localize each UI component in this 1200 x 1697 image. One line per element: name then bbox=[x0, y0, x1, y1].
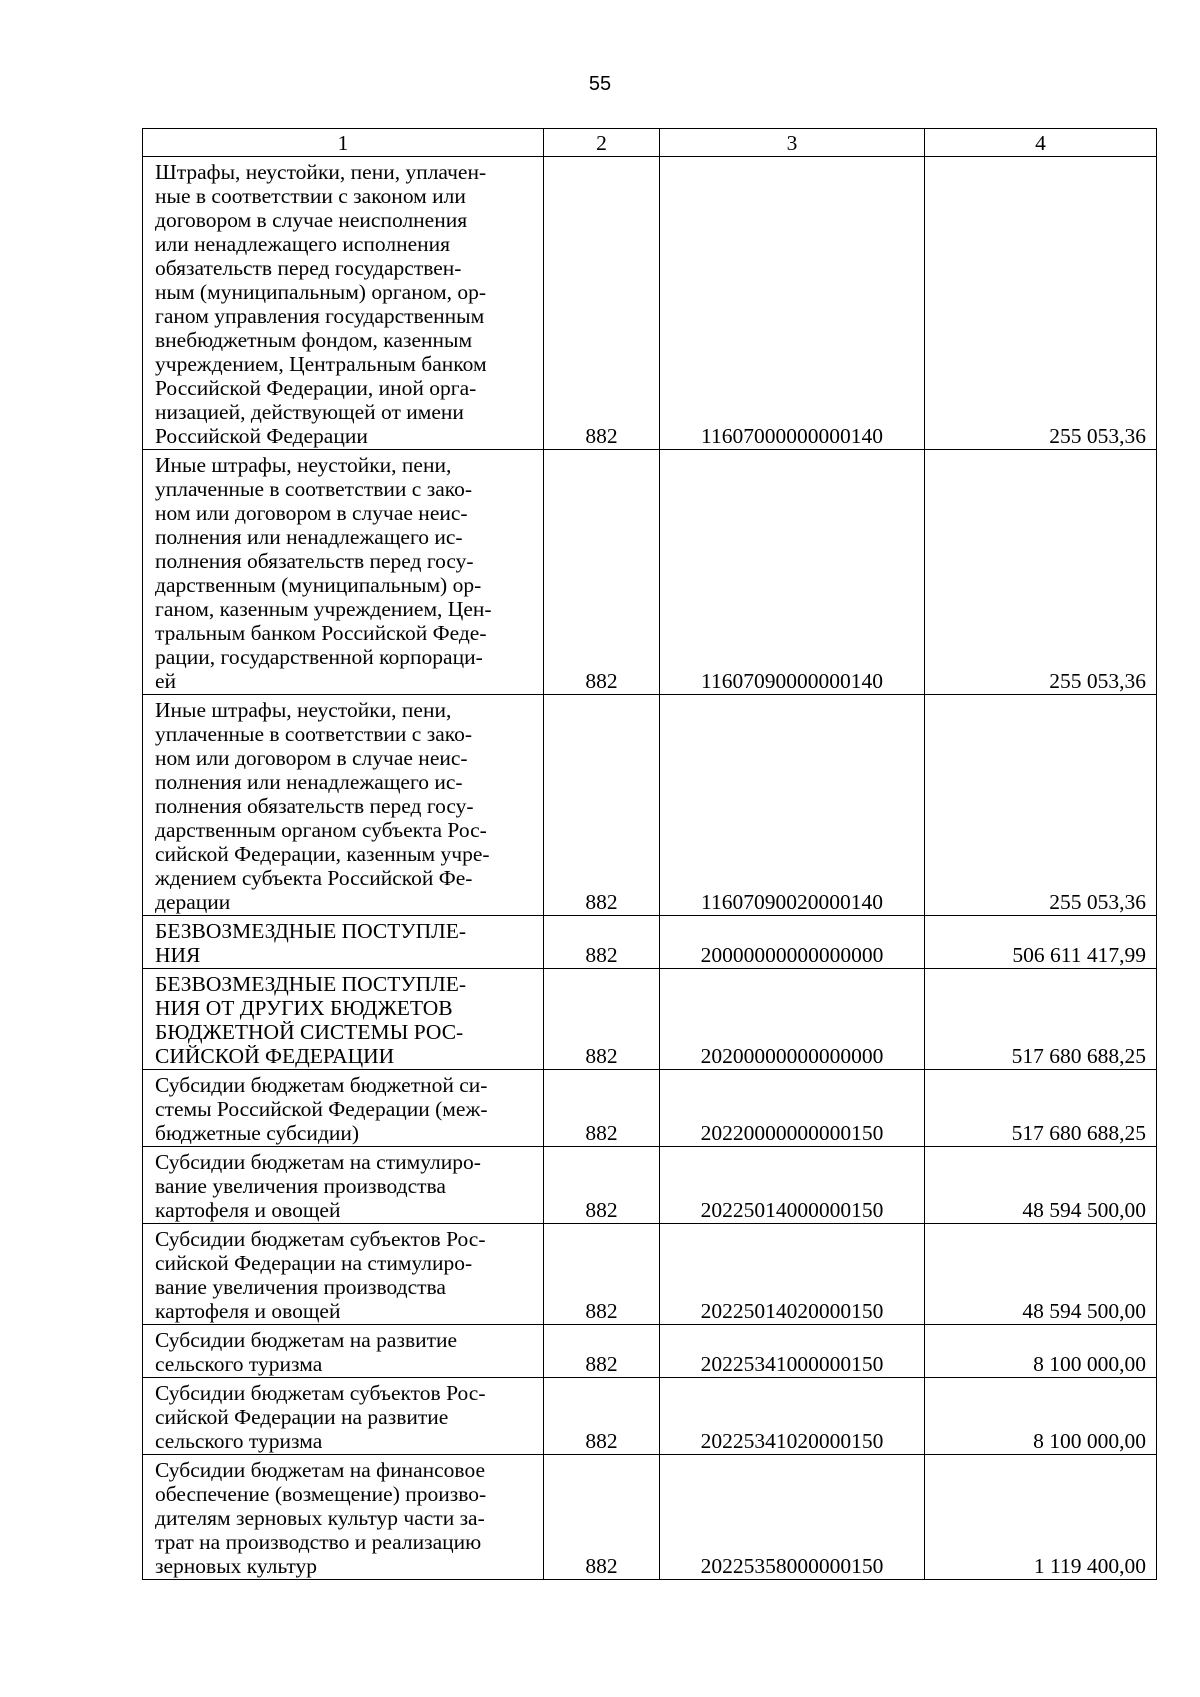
revenue-name-line: Субсидии бюджетам субъектов Рос- bbox=[155, 1227, 486, 1251]
revenue-name-line: договором в случае неисполнения bbox=[155, 208, 468, 232]
revenue-name-line: бюджетные субсидии) bbox=[155, 1121, 360, 1145]
budget-code-cell: 20225358000000150 bbox=[660, 1455, 925, 1580]
revenue-name-line: ей bbox=[155, 669, 177, 693]
revenue-name-line: ном или договором в случае неис- bbox=[155, 501, 468, 525]
revenue-name-line: ном или договором в случае неис- bbox=[155, 746, 468, 770]
revenue-name-line: или ненадлежащего исполнения bbox=[155, 232, 451, 256]
revenue-name-line: внебюджетным фондом, казенным bbox=[155, 328, 473, 352]
revenue-name-line: Субсидии бюджетам субъектов Рос- bbox=[155, 1381, 486, 1405]
revenue-name-line: уплаченные в соответствии с зако- bbox=[155, 477, 472, 501]
revenue-name-line: полнения обязательств перед госу- bbox=[155, 549, 474, 573]
revenue-name-line: сийской Федерации на стимулиро- bbox=[155, 1251, 473, 1275]
admin-code-cell: 882 bbox=[544, 916, 660, 969]
revenue-name-cell bbox=[143, 1147, 544, 1224]
column-header-3: 3 bbox=[660, 129, 925, 157]
revenue-name-line: Иные штрафы, неустойки, пени, bbox=[155, 698, 452, 722]
revenue-name-line: дерации bbox=[155, 890, 231, 914]
table-header-row bbox=[143, 129, 1157, 157]
revenue-name-line: БЕЗВОЗМЕЗДНЫЕ ПОСТУПЛЕ- bbox=[155, 919, 466, 943]
revenue-name-line: дарственным органом субъекта Рос- bbox=[155, 818, 487, 842]
revenue-name-line: Субсидии бюджетам на финансовое bbox=[155, 1458, 485, 1482]
amount-cell: 517 680 688,25 bbox=[925, 969, 1157, 1070]
admin-code-cell: 882 bbox=[544, 1325, 660, 1378]
revenue-name-line: сийской Федерации на развитие bbox=[155, 1405, 449, 1429]
revenue-name-cell bbox=[143, 1070, 544, 1147]
amount-cell: 255 053,36 bbox=[925, 157, 1157, 450]
revenue-name-line: тральным банком Российской Феде- bbox=[155, 621, 487, 645]
revenue-name-line: сийской Федерации, казенным учре- bbox=[155, 842, 490, 866]
revenue-name-line: СИЙСКОЙ ФЕДЕРАЦИИ bbox=[155, 1044, 395, 1068]
budget-revenue-table bbox=[142, 128, 1157, 1580]
revenue-name-cell bbox=[143, 969, 544, 1070]
admin-code-cell: 882 bbox=[544, 969, 660, 1070]
table-row bbox=[143, 1455, 1157, 1580]
revenue-name-line: Субсидии бюджетам бюджетной си- bbox=[155, 1073, 488, 1097]
revenue-name-line: сельского туризма bbox=[155, 1429, 323, 1453]
budget-code-cell: 11607090020000140 bbox=[660, 695, 925, 916]
table-row bbox=[143, 1378, 1157, 1455]
revenue-name-line: картофеля и овощей bbox=[155, 1198, 341, 1222]
amount-cell: 517 680 688,25 bbox=[925, 1070, 1157, 1147]
revenue-name-line: рации, государственной корпораци- bbox=[155, 645, 483, 669]
revenue-name-line: Российской Федерации, иной орга- bbox=[155, 376, 477, 400]
amount-cell: 255 053,36 bbox=[925, 695, 1157, 916]
table-body bbox=[143, 157, 1157, 1580]
revenue-name-line: картофеля и овощей bbox=[155, 1299, 341, 1323]
page-number: 55 bbox=[588, 73, 612, 95]
revenue-name-line: обеспечение (возмещение) произво- bbox=[155, 1482, 487, 1506]
revenue-name-cell bbox=[143, 1378, 544, 1455]
revenue-name-line: Субсидии бюджетам на стимулиро- bbox=[155, 1150, 481, 1174]
revenue-name-line: сельского туризма bbox=[155, 1352, 323, 1376]
revenue-name-line: низацией, действующей от имени bbox=[155, 400, 464, 424]
revenue-name-line: БЮДЖЕТНОЙ СИСТЕМЫ РОС- bbox=[155, 1020, 464, 1044]
budget-code-cell: 20220000000000150 bbox=[660, 1070, 925, 1147]
admin-code-cell: 882 bbox=[544, 1070, 660, 1147]
budget-code-cell: 20225341000000150 bbox=[660, 1325, 925, 1378]
revenue-name-line: обязательств перед государствен- bbox=[155, 256, 462, 280]
budget-code-cell: 11607000000000140 bbox=[660, 157, 925, 450]
table-row bbox=[143, 157, 1157, 450]
revenue-name-line: ные в соответствии с законом или bbox=[155, 184, 466, 208]
revenue-name-line: ным (муниципальным) органом, ор- bbox=[155, 280, 487, 304]
table-row bbox=[143, 916, 1157, 969]
admin-code-cell: 882 bbox=[544, 695, 660, 916]
budget-code-cell: 20225014020000150 bbox=[660, 1224, 925, 1325]
admin-code-cell: 882 bbox=[544, 450, 660, 695]
revenue-name-line: стемы Российской Федерации (меж- bbox=[155, 1097, 488, 1121]
column-header-1: 1 bbox=[143, 129, 544, 157]
column-header-4: 4 bbox=[925, 129, 1157, 157]
revenue-name-cell bbox=[143, 1325, 544, 1378]
revenue-name-line: дителям зерновых культур части за- bbox=[155, 1506, 485, 1530]
revenue-name-line: вание увеличения производства bbox=[155, 1174, 446, 1198]
admin-code-cell: 882 bbox=[544, 1378, 660, 1455]
revenue-name-cell bbox=[143, 450, 544, 695]
revenue-name-line: ганом управления государственным bbox=[155, 304, 485, 328]
revenue-name-cell bbox=[143, 1455, 544, 1580]
amount-cell: 8 100 000,00 bbox=[925, 1325, 1157, 1378]
amount-cell: 8 100 000,00 bbox=[925, 1378, 1157, 1455]
revenue-name-cell bbox=[143, 695, 544, 916]
amount-cell: 255 053,36 bbox=[925, 450, 1157, 695]
table-row bbox=[143, 1325, 1157, 1378]
budget-code-cell: 11607090000000140 bbox=[660, 450, 925, 695]
revenue-name-line: НИЯ bbox=[155, 943, 201, 967]
revenue-name-line: НИЯ ОТ ДРУГИХ БЮДЖЕТОВ bbox=[155, 996, 453, 1020]
admin-code-cell: 882 bbox=[544, 1147, 660, 1224]
revenue-name-line: вание увеличения производства bbox=[155, 1275, 446, 1299]
revenue-name-line: учреждением, Центральным банком bbox=[155, 352, 487, 376]
table-row bbox=[143, 695, 1157, 916]
revenue-name-line: БЕЗВОЗМЕЗДНЫЕ ПОСТУПЛЕ- bbox=[155, 972, 466, 996]
revenue-name-cell bbox=[143, 157, 544, 450]
table-row bbox=[143, 1070, 1157, 1147]
revenue-name-line: полнения или ненадлежащего ис- bbox=[155, 525, 463, 549]
revenue-name-line: зерновых культур bbox=[155, 1554, 318, 1578]
amount-cell: 1 119 400,00 bbox=[925, 1455, 1157, 1580]
admin-code-cell: 882 bbox=[544, 1455, 660, 1580]
revenue-name-cell bbox=[143, 1224, 544, 1325]
revenue-name-line: полнения или ненадлежащего ис- bbox=[155, 770, 463, 794]
table-row bbox=[143, 450, 1157, 695]
amount-cell: 48 594 500,00 bbox=[925, 1224, 1157, 1325]
revenue-name-line: Субсидии бюджетам на развитие bbox=[155, 1328, 458, 1352]
budget-code-cell: 20000000000000000 bbox=[660, 916, 925, 969]
table-row bbox=[143, 969, 1157, 1070]
admin-code-cell: 882 bbox=[544, 157, 660, 450]
revenue-name-line: трат на производство и реализацию bbox=[155, 1530, 482, 1554]
revenue-name-line: ганом, казенным учреждением, Цен- bbox=[155, 597, 492, 621]
admin-code-cell: 882 bbox=[544, 1224, 660, 1325]
table-row bbox=[143, 1224, 1157, 1325]
amount-cell: 506 611 417,99 bbox=[925, 916, 1157, 969]
column-header-2: 2 bbox=[544, 129, 660, 157]
revenue-name-line: Иные штрафы, неустойки, пени, bbox=[155, 453, 452, 477]
revenue-name-line: полнения обязательств перед госу- bbox=[155, 794, 474, 818]
revenue-name-line: дарственным (муниципальным) ор- bbox=[155, 573, 482, 597]
budget-code-cell: 20225341020000150 bbox=[660, 1378, 925, 1455]
revenue-name-line: уплаченные в соответствии с зако- bbox=[155, 722, 472, 746]
revenue-name-line: Штрафы, неустойки, пени, уплачен- bbox=[155, 160, 487, 184]
revenue-name-line: Российской Федерации bbox=[155, 424, 368, 448]
revenue-name-line: ждением субъекта Российской Фе- bbox=[155, 866, 473, 890]
amount-cell: 48 594 500,00 bbox=[925, 1147, 1157, 1224]
table-row bbox=[143, 1147, 1157, 1224]
revenue-name-cell bbox=[143, 916, 544, 969]
budget-code-cell: 20200000000000000 bbox=[660, 969, 925, 1070]
budget-code-cell: 20225014000000150 bbox=[660, 1147, 925, 1224]
